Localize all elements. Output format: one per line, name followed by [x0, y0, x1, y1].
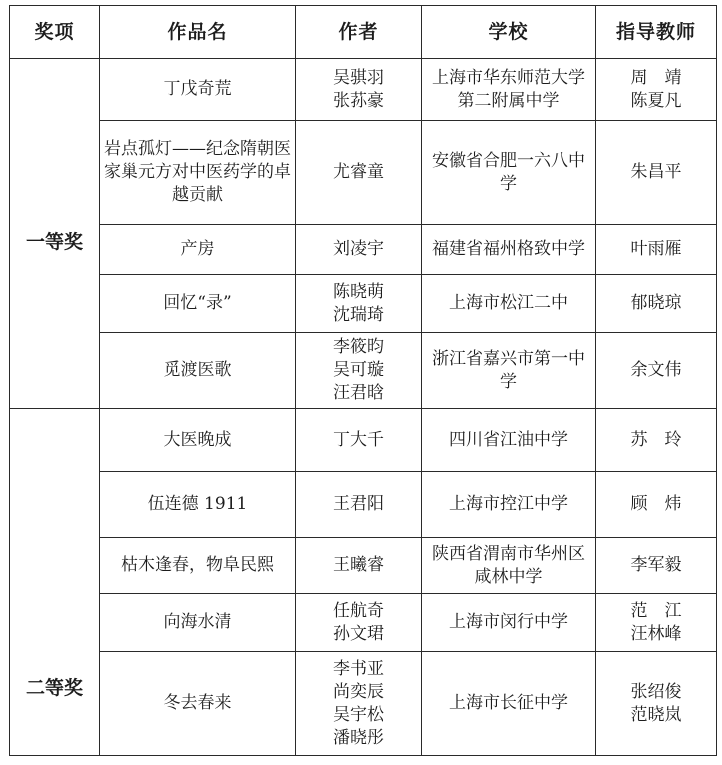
- work-title: 丁戊奇荒: [100, 59, 296, 121]
- author-name: 王君阳: [333, 494, 384, 514]
- author-name: 李筱昀: [333, 337, 384, 357]
- prize-second: 二等奖: [10, 409, 100, 756]
- table-row: [10, 472, 717, 538]
- teacher-name: 郁晓琼: [630, 293, 682, 313]
- header-row: [10, 6, 717, 59]
- author-name: 王曦睿: [333, 555, 384, 575]
- author-name: 潘晓彤: [333, 727, 384, 748]
- work-title: 岩点孤灯——纪念隋朝医家巢元方对中医药学的卓越贡献: [100, 121, 296, 225]
- header-author: 作者: [296, 6, 422, 59]
- school-name: 上海市华东师范大学第二附属中学: [422, 59, 596, 121]
- author-name: 汪君晗: [333, 383, 384, 403]
- school-name: 浙江省嘉兴市第一中学: [422, 333, 596, 409]
- author-name: 吴可璇: [333, 360, 384, 380]
- authors-cell: [296, 409, 422, 472]
- work-title: 伍连德 1911: [100, 472, 296, 538]
- teachers-cell: [596, 538, 717, 594]
- prize-first: 一等奖: [10, 59, 100, 409]
- table-row: [10, 594, 717, 652]
- header-teacher: 指导教师: [596, 6, 717, 59]
- teacher-name: 汪林峰: [630, 623, 682, 644]
- table-row: [10, 225, 717, 275]
- teacher-name: 朱昌平: [630, 162, 682, 182]
- header-prize: 奖项: [10, 6, 100, 59]
- teachers-cell: [596, 333, 717, 409]
- authors-cell: [296, 538, 422, 594]
- table-row: [10, 409, 717, 472]
- author-name: 吴骐羽: [333, 67, 384, 88]
- authors-cell: [296, 121, 422, 225]
- work-title: 枯木逢春，物阜民熙: [100, 538, 296, 594]
- work-title: 回忆“录”: [100, 275, 296, 333]
- school-name: 上海市松江二中: [422, 275, 596, 333]
- work-title: 产房: [100, 225, 296, 275]
- author-name: 张荪豪: [333, 90, 384, 111]
- table-row: [10, 121, 717, 225]
- teachers-cell: [596, 652, 717, 756]
- table-row: [10, 538, 717, 594]
- teacher-name: 周 靖: [630, 67, 682, 88]
- author-name: 任航奇: [333, 600, 384, 621]
- author-name: 丁大千: [333, 429, 384, 450]
- teacher-name: 陈夏凡: [630, 90, 682, 111]
- teacher-name: 余文伟: [630, 360, 682, 380]
- teachers-cell: [596, 472, 717, 538]
- author-name: 沈瑞琦: [333, 304, 384, 325]
- teacher-name: 张绍俊: [630, 681, 682, 702]
- teachers-cell: [596, 409, 717, 472]
- author-name: 李书亚: [333, 658, 384, 679]
- author-name: 尚奕辰: [333, 681, 384, 702]
- table-row: [10, 275, 717, 333]
- teachers-cell: [596, 225, 717, 275]
- authors-cell: [296, 594, 422, 652]
- school-name: 上海市闵行中学: [422, 594, 596, 652]
- teacher-name: 顾 炜: [630, 494, 682, 514]
- authors-cell: [296, 333, 422, 409]
- authors-cell: [296, 652, 422, 756]
- school-name: 上海市控江中学: [422, 472, 596, 538]
- teacher-name: 苏 玲: [630, 429, 682, 450]
- header-school: 学校: [422, 6, 596, 59]
- author-name: 刘凌宇: [333, 239, 384, 259]
- school-name: 陕西省渭南市华州区咸林中学: [422, 538, 596, 594]
- school-name: 安徽省合肥一六八中学: [422, 121, 596, 225]
- authors-cell: [296, 225, 422, 275]
- teachers-cell: [596, 275, 717, 333]
- authors-cell: [296, 59, 422, 121]
- school-name: 上海市长征中学: [422, 652, 596, 756]
- teacher-name: 范晓岚: [630, 704, 682, 725]
- teacher-name: 范 江: [630, 600, 682, 621]
- header-work: 作品名: [100, 6, 296, 59]
- teacher-name: 李军毅: [630, 555, 682, 575]
- work-title: 觅渡医歌: [100, 333, 296, 409]
- school-name: 四川省江油中学: [422, 409, 596, 472]
- teacher-name: 叶雨雁: [630, 239, 682, 259]
- table-row: [10, 333, 717, 409]
- teachers-cell: [596, 121, 717, 225]
- author-name: 吴宇松: [333, 704, 384, 725]
- author-name: 孙文珺: [333, 623, 384, 644]
- work-title: 冬去春来: [100, 652, 296, 756]
- author-name: 陈晓萌: [333, 281, 384, 302]
- author-name: 尤睿童: [333, 162, 384, 182]
- authors-cell: [296, 275, 422, 333]
- table-row: [10, 59, 717, 121]
- table-row: [10, 652, 717, 756]
- work-title: 大医晚成: [100, 409, 296, 472]
- authors-cell: [296, 472, 422, 538]
- school-name: 福建省福州格致中学: [422, 225, 596, 275]
- teachers-cell: [596, 594, 717, 652]
- work-title: 向海水清: [100, 594, 296, 652]
- awards-table: [9, 5, 717, 756]
- teachers-cell: [596, 59, 717, 121]
